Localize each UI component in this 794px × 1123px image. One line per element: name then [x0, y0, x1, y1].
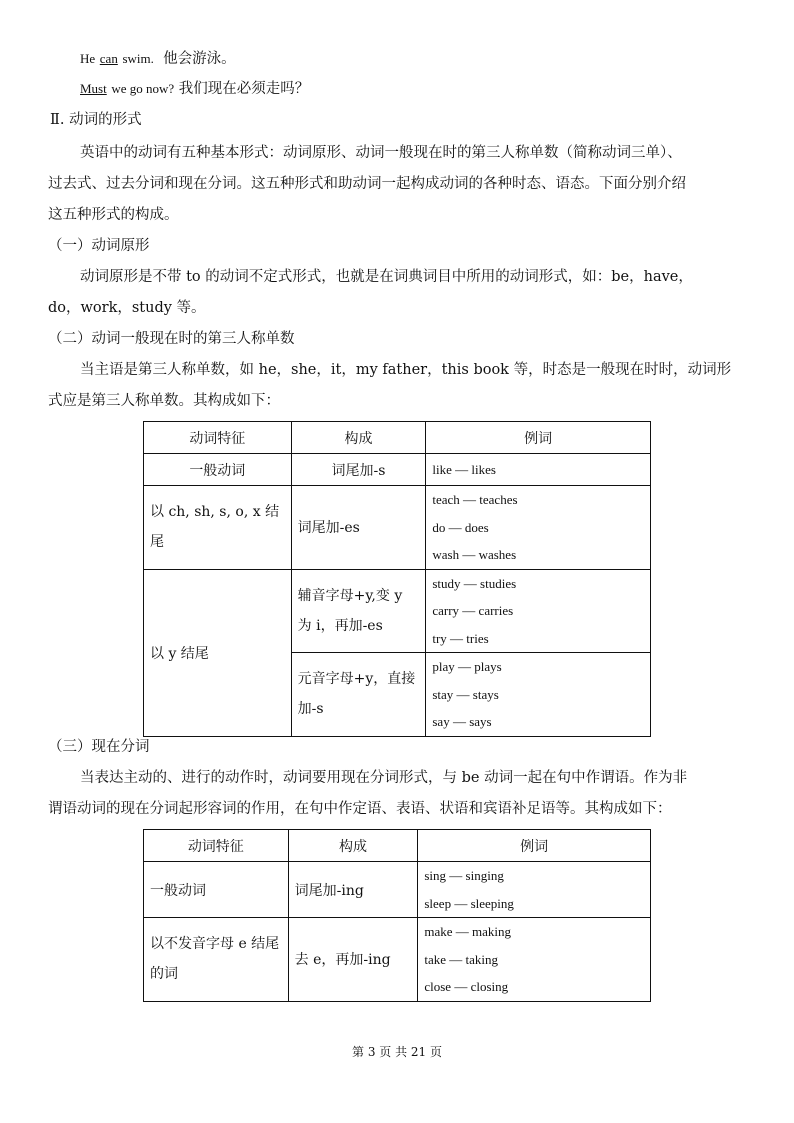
- example-word: like — likes: [432, 461, 496, 477]
- paragraph-line: 动词原形是不带 to 的动词不定式形式，也就是在词典词目中所用的动词形式，如：be，have，: [80, 269, 693, 285]
- cell-rule: 词尾加-es: [291, 486, 426, 570]
- example-word: play — plays: [432, 659, 502, 674]
- header-examples: 例词: [418, 830, 651, 862]
- cell-examples: [426, 454, 651, 486]
- example-rest: we go now?: [111, 81, 175, 96]
- example-word: sleep — sleeping: [424, 895, 514, 911]
- example-line-2: [80, 79, 309, 99]
- table-header-row: [144, 830, 651, 862]
- paragraph-line: 谓语动词的现在分词起形容词的作用，在句中作定语、表语、状语和宾语补足语等。其构成如下：: [48, 801, 672, 817]
- table-row: [144, 486, 651, 570]
- cell-examples: [418, 918, 651, 1002]
- example-word: try — tries: [432, 630, 489, 646]
- subsection-heading: （一）动词原形: [48, 238, 150, 254]
- cell-rule: 词尾加-s: [291, 454, 426, 486]
- header-rule: 构成: [288, 830, 418, 862]
- paragraph-line: 式应是第三人称单数。其构成如下：: [48, 393, 280, 409]
- cell-examples: [426, 569, 651, 653]
- cell-examples: [426, 653, 651, 737]
- example-word: say — says: [432, 714, 492, 729]
- example-word: teach — teaches: [432, 492, 518, 507]
- section-heading: Ⅱ. 动词的形式: [50, 112, 142, 128]
- table-row: [144, 569, 651, 653]
- subsection-heading: （三）现在分词: [48, 739, 150, 755]
- header-feature: 动词特征: [144, 422, 292, 454]
- cell-feature: 以 y 结尾: [144, 569, 292, 736]
- page-footer: 第 3 页 共 21 页: [352, 1045, 442, 1059]
- cell-feature: 一般动词: [144, 454, 292, 486]
- paragraph-line: 当主语是第三人称单数，如 he，she，it，my father，this book 等，时态是一般现在时时，动词形: [80, 362, 732, 378]
- example-modal-can: can: [99, 51, 118, 66]
- example-modal-must: Must: [80, 81, 107, 96]
- cell-rule: 辅音字母+y,变 y 为 i，再加-es: [291, 569, 426, 653]
- cell-rule: 元音字母+y，直接加-s: [291, 653, 426, 737]
- cell-feature: 一般动词: [144, 862, 289, 918]
- cell-rule: 去 e，再加-ing: [288, 918, 418, 1002]
- cell-examples: [426, 486, 651, 570]
- cell-feature: 以不发音字母 e 结尾的词: [144, 918, 289, 1002]
- example-translation: 我们现在必须走吗？: [178, 81, 310, 97]
- table-row: [144, 862, 651, 918]
- header-feature: 动词特征: [144, 830, 289, 862]
- subsection-heading: （二）动词一般现在时的第三人称单数: [48, 331, 295, 347]
- example-word: make — making: [424, 924, 512, 939]
- header-rule: 构成: [291, 422, 426, 454]
- table-row: [144, 454, 651, 486]
- paragraph-line: 当表达主动的、进行的动作时，动词要用现在分词形式，与 be 动词一起在句中作谓语。作为非: [80, 770, 688, 786]
- example-word: sing — singing: [424, 868, 504, 883]
- example-word: do — does: [432, 519, 489, 535]
- present-participle-table: [143, 829, 651, 1002]
- example-translation: 他会游泳。: [163, 51, 236, 67]
- cell-examples: [418, 862, 651, 918]
- table-row: [144, 918, 651, 1002]
- paragraph-line: 过去式、过去分词和现在分词。这五种形式和助动词一起构成动词的各种时态、语态。下面分别介绍: [48, 176, 686, 192]
- header-examples: 例词: [426, 422, 651, 454]
- example-word: stay — stays: [432, 686, 499, 702]
- example-subject: He: [80, 51, 96, 66]
- paragraph-line: 英语中的动词有五种基本形式：动词原形、动词一般现在时的第三人称单数（简称动词三单）、: [80, 145, 682, 161]
- example-word: wash — washes: [432, 547, 517, 562]
- third-person-singular-table: [143, 421, 651, 737]
- paragraph-line: 这五种形式的构成。: [48, 207, 179, 223]
- example-line-1: [80, 49, 236, 69]
- example-word: close — closing: [424, 979, 509, 994]
- example-rest: swim.: [122, 51, 154, 66]
- example-word: take — taking: [424, 951, 499, 967]
- cell-feature: 以 ch, sh, s, o, x 结尾: [144, 486, 292, 570]
- example-word: carry — carries: [432, 603, 514, 618]
- cell-rule: 词尾加-ing: [288, 862, 418, 918]
- paragraph-line: do，work，study 等。: [48, 300, 206, 316]
- table-header-row: [144, 422, 651, 454]
- example-word: study — studies: [432, 575, 517, 591]
